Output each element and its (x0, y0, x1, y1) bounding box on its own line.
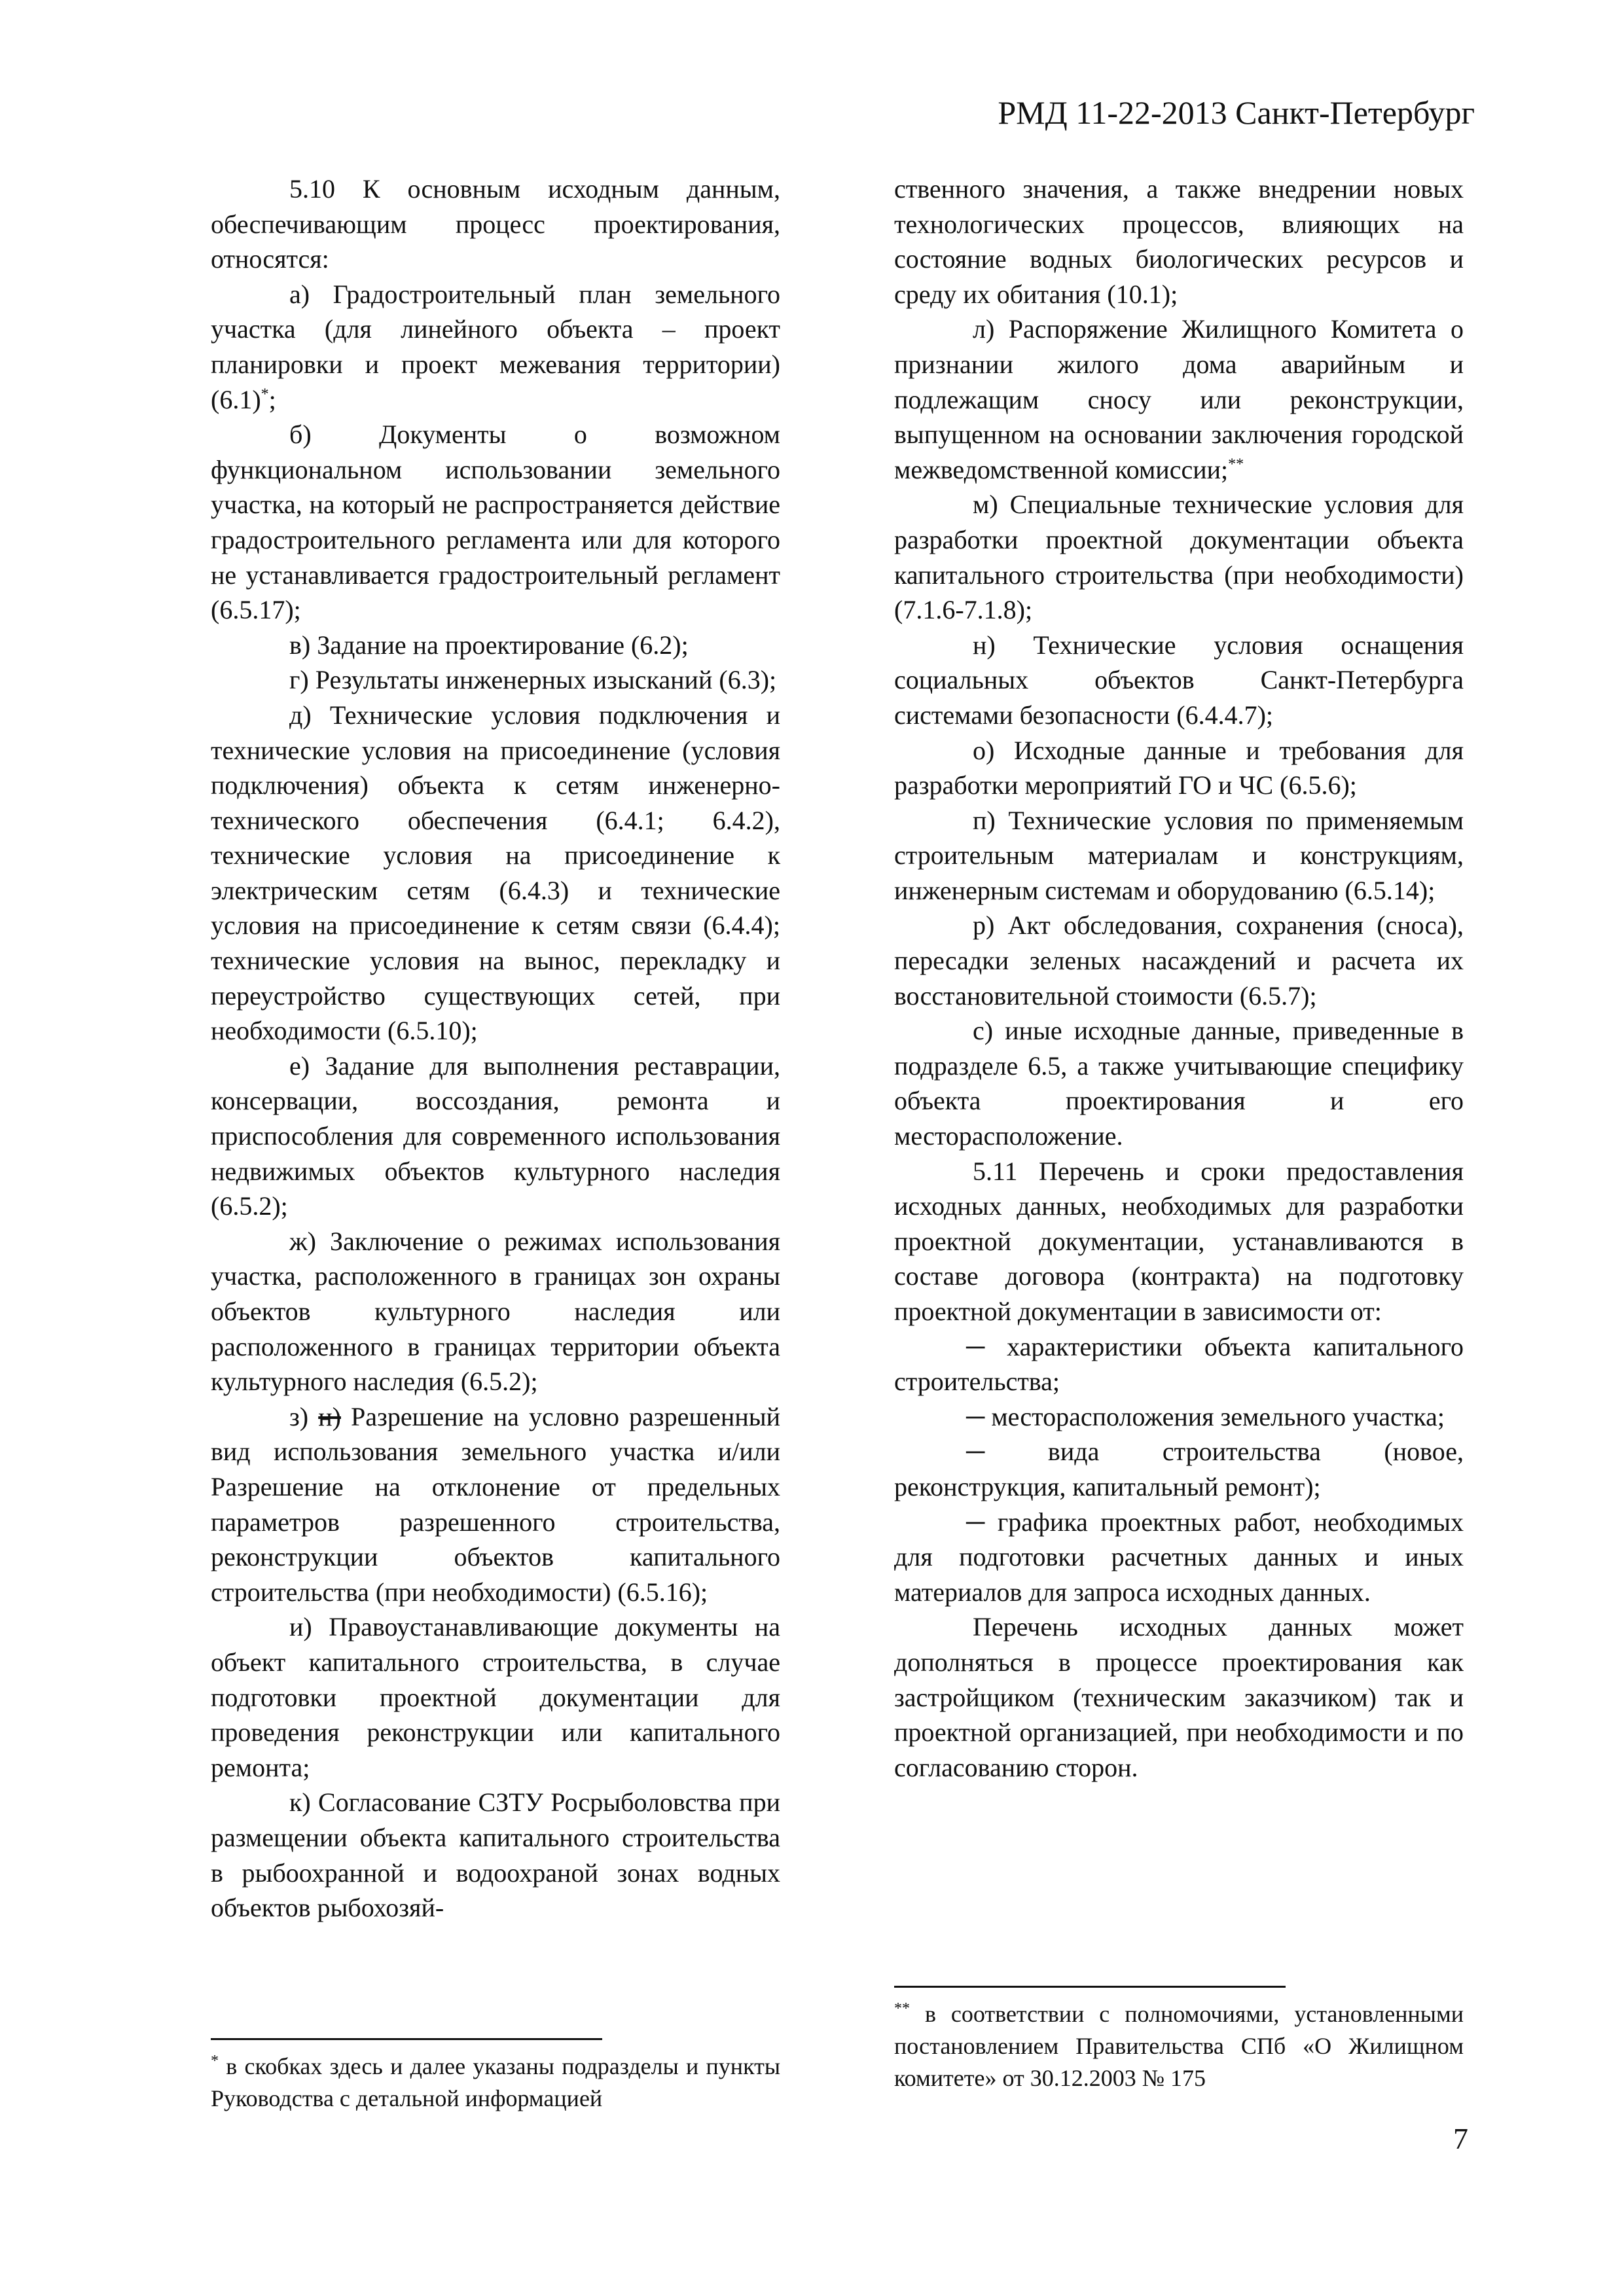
list-item-a (211, 277, 780, 417)
left-column (211, 171, 780, 1926)
paragraph-data-list: Перечень исходных данных может дополняться в процессе проектирования как застройщиком (техническим заказчиком) так и проектной организацией, при необходимости и по согласованию сторон. (894, 1612, 1464, 1782)
list-item-d: д) Технические условия подключения и технические условия на присоединение (условия подключения) объекта к сетям инженерно-технического обеспечения (6.4.1; 6.4.2), технические условия на присоединение к электрическим сетям (6.4.3) и технические условия на присоединение к сетям связи (6.4.4); технические условия на вынос, перекладку и переустройство существующих сетей, при необходимости (6.5.10); (211, 700, 780, 1046)
dash-item-schedule: ─ графика проектных работ, необходимых для подготовки расчетных данных и иных материалов для запроса исходных данных. (894, 1507, 1464, 1607)
dash-item-location: ─ месторасположения земельного участка; (966, 1401, 1445, 1431)
list-item-l-text: л) Распоряжение Жилищного Комитета о признании жилого дома аварийным и подлежащим сносу или реконструкции, выпущенном на основании заключения городской межведомственной комиссии; (894, 314, 1464, 484)
list-item-z-text: Разрешение на условно разрешенный вид использования земельного участка и/или Разрешение на отклонение от предельных параметров разрешенного строительства, реконструкции объектов капитального строительства (при необходимости) (6.5.16); (211, 1401, 781, 1607)
paragraph-5-10: 5.10 К основным исходным данным, обеспечивающим процесс проектирования, относятся: (211, 174, 780, 274)
footnote-right-text: в соответствии с полномочиями, установленными постановлением Правительства СПб «О Жилищном комитете» от 30.12.2003 № 175 (894, 2001, 1464, 2091)
list-item-n: н) Технические условия оснащения социальных объектов Санкт-Петербурга системами безопасности (6.4.4.7); (894, 630, 1464, 730)
footnote-left (211, 2051, 780, 2115)
page-number: 7 (1453, 2122, 1468, 2155)
right-column (894, 171, 1464, 1785)
dash-item-construction-type: ─ вида строительства (новое, реконструкция, капитальный ремонт); (894, 1437, 1464, 1501)
list-item-zh: ж) Заключение о режимах использования участка, расположенного в границах зон охраны объектов культурного наследия или расположенного в границах территории объекта культурного наследия (6.5.2); (211, 1226, 780, 1397)
footnote-right-mark: ** (894, 2000, 910, 2017)
list-item-l (894, 312, 1464, 487)
list-item-a-text: а) Градостроительный план земельного участка (для линейного объекта – проект планировки и проект межевания территории) (6.1) (211, 279, 780, 414)
list-item-e: е) Задание для выполнения реставрации, консервации, воссоздания, ремонта и приспособления для современного использования недвижимых объектов культурного наследия (6.5.2); (211, 1050, 780, 1221)
list-item-i: и) Правоустанавливающие документы на объект капитального строительства, в случае подготовки проектной документации для проведения реконструкции или капитального ремонта; (211, 1612, 780, 1782)
footnote-divider-left (211, 2038, 602, 2040)
document-header: РМД 11-22-2013 Санкт-Петербург (998, 94, 1475, 131)
list-item-k-continued: ственного значения, а также внедрении новых технологических процессов, влияющих на состояние водных биологических ресурсов и среду их обитания (10.1); (894, 174, 1464, 309)
list-item-b: б) Документы о возможном функциональном использовании земельного участка, на который не распространяется действие градостроительного регламента или для которого не устанавливается градостроительный регламент (6.5.17); (211, 420, 780, 625)
struck-out-letter: н) (318, 1401, 341, 1431)
list-item-k: к) Согласование СЗТУ Росрыболовства при размещении объекта капитального строительства в рыбоохранной и водоохраной зонах водных объектов рыбохозяй- (211, 1787, 780, 1923)
list-item-z-prefix: з) (289, 1401, 309, 1431)
list-item-r: р) Акт обследования, сохранения (сноса), пересадки зеленых насаждений и расчета их восстановительной стоимости (6.5.7); (894, 910, 1464, 1011)
footnote-ref-star: * (261, 386, 269, 403)
paragraph-5-11: 5.11 Перечень и сроки предоставления исходных данных, необходимых для разработки проектной документации, устанавливаются в составе договора (контракта) на подготовку проектной документации в зависимости от: (894, 1156, 1464, 1326)
list-item-z (211, 1399, 780, 1610)
footnote-right (894, 1998, 1464, 2094)
list-item-a-end: ; (268, 384, 276, 414)
list-item-m: м) Специальные технические условия для разработки проектной документации объекта капитального строительства (при необходимости) (7.1.6-7.1.8); (894, 490, 1464, 625)
list-item-v: в) Задание на проектирование (6.2); (289, 630, 689, 660)
list-item-o: о) Исходные данные и требования для разработки мероприятий ГО и ЧС (6.5.6); (894, 735, 1464, 800)
list-item-p: п) Технические условия по применяемым строительным материалам и конструкциям, инженерным системам и оборудованию (6.5.14); (894, 805, 1464, 905)
dash-item-characteristics: ─ характеристики объекта капитального строительства; (894, 1331, 1464, 1397)
footnote-left-mark: * (211, 2053, 219, 2070)
footnote-left-text: в скобках здесь и далее указаны подразделы и пункты Руководства с детальной информацией (211, 2053, 781, 2111)
list-item-s: с) иные исходные данные, приведенные в подразделе 6.5, а также учитывающие специфику объекта проектирования и его месторасположение. (894, 1016, 1464, 1151)
footnote-divider-right (894, 1986, 1286, 1988)
footnote-ref-double-star: ** (1228, 456, 1244, 473)
list-item-g: г) Результаты инженерных изысканий (6.3); (289, 665, 777, 695)
